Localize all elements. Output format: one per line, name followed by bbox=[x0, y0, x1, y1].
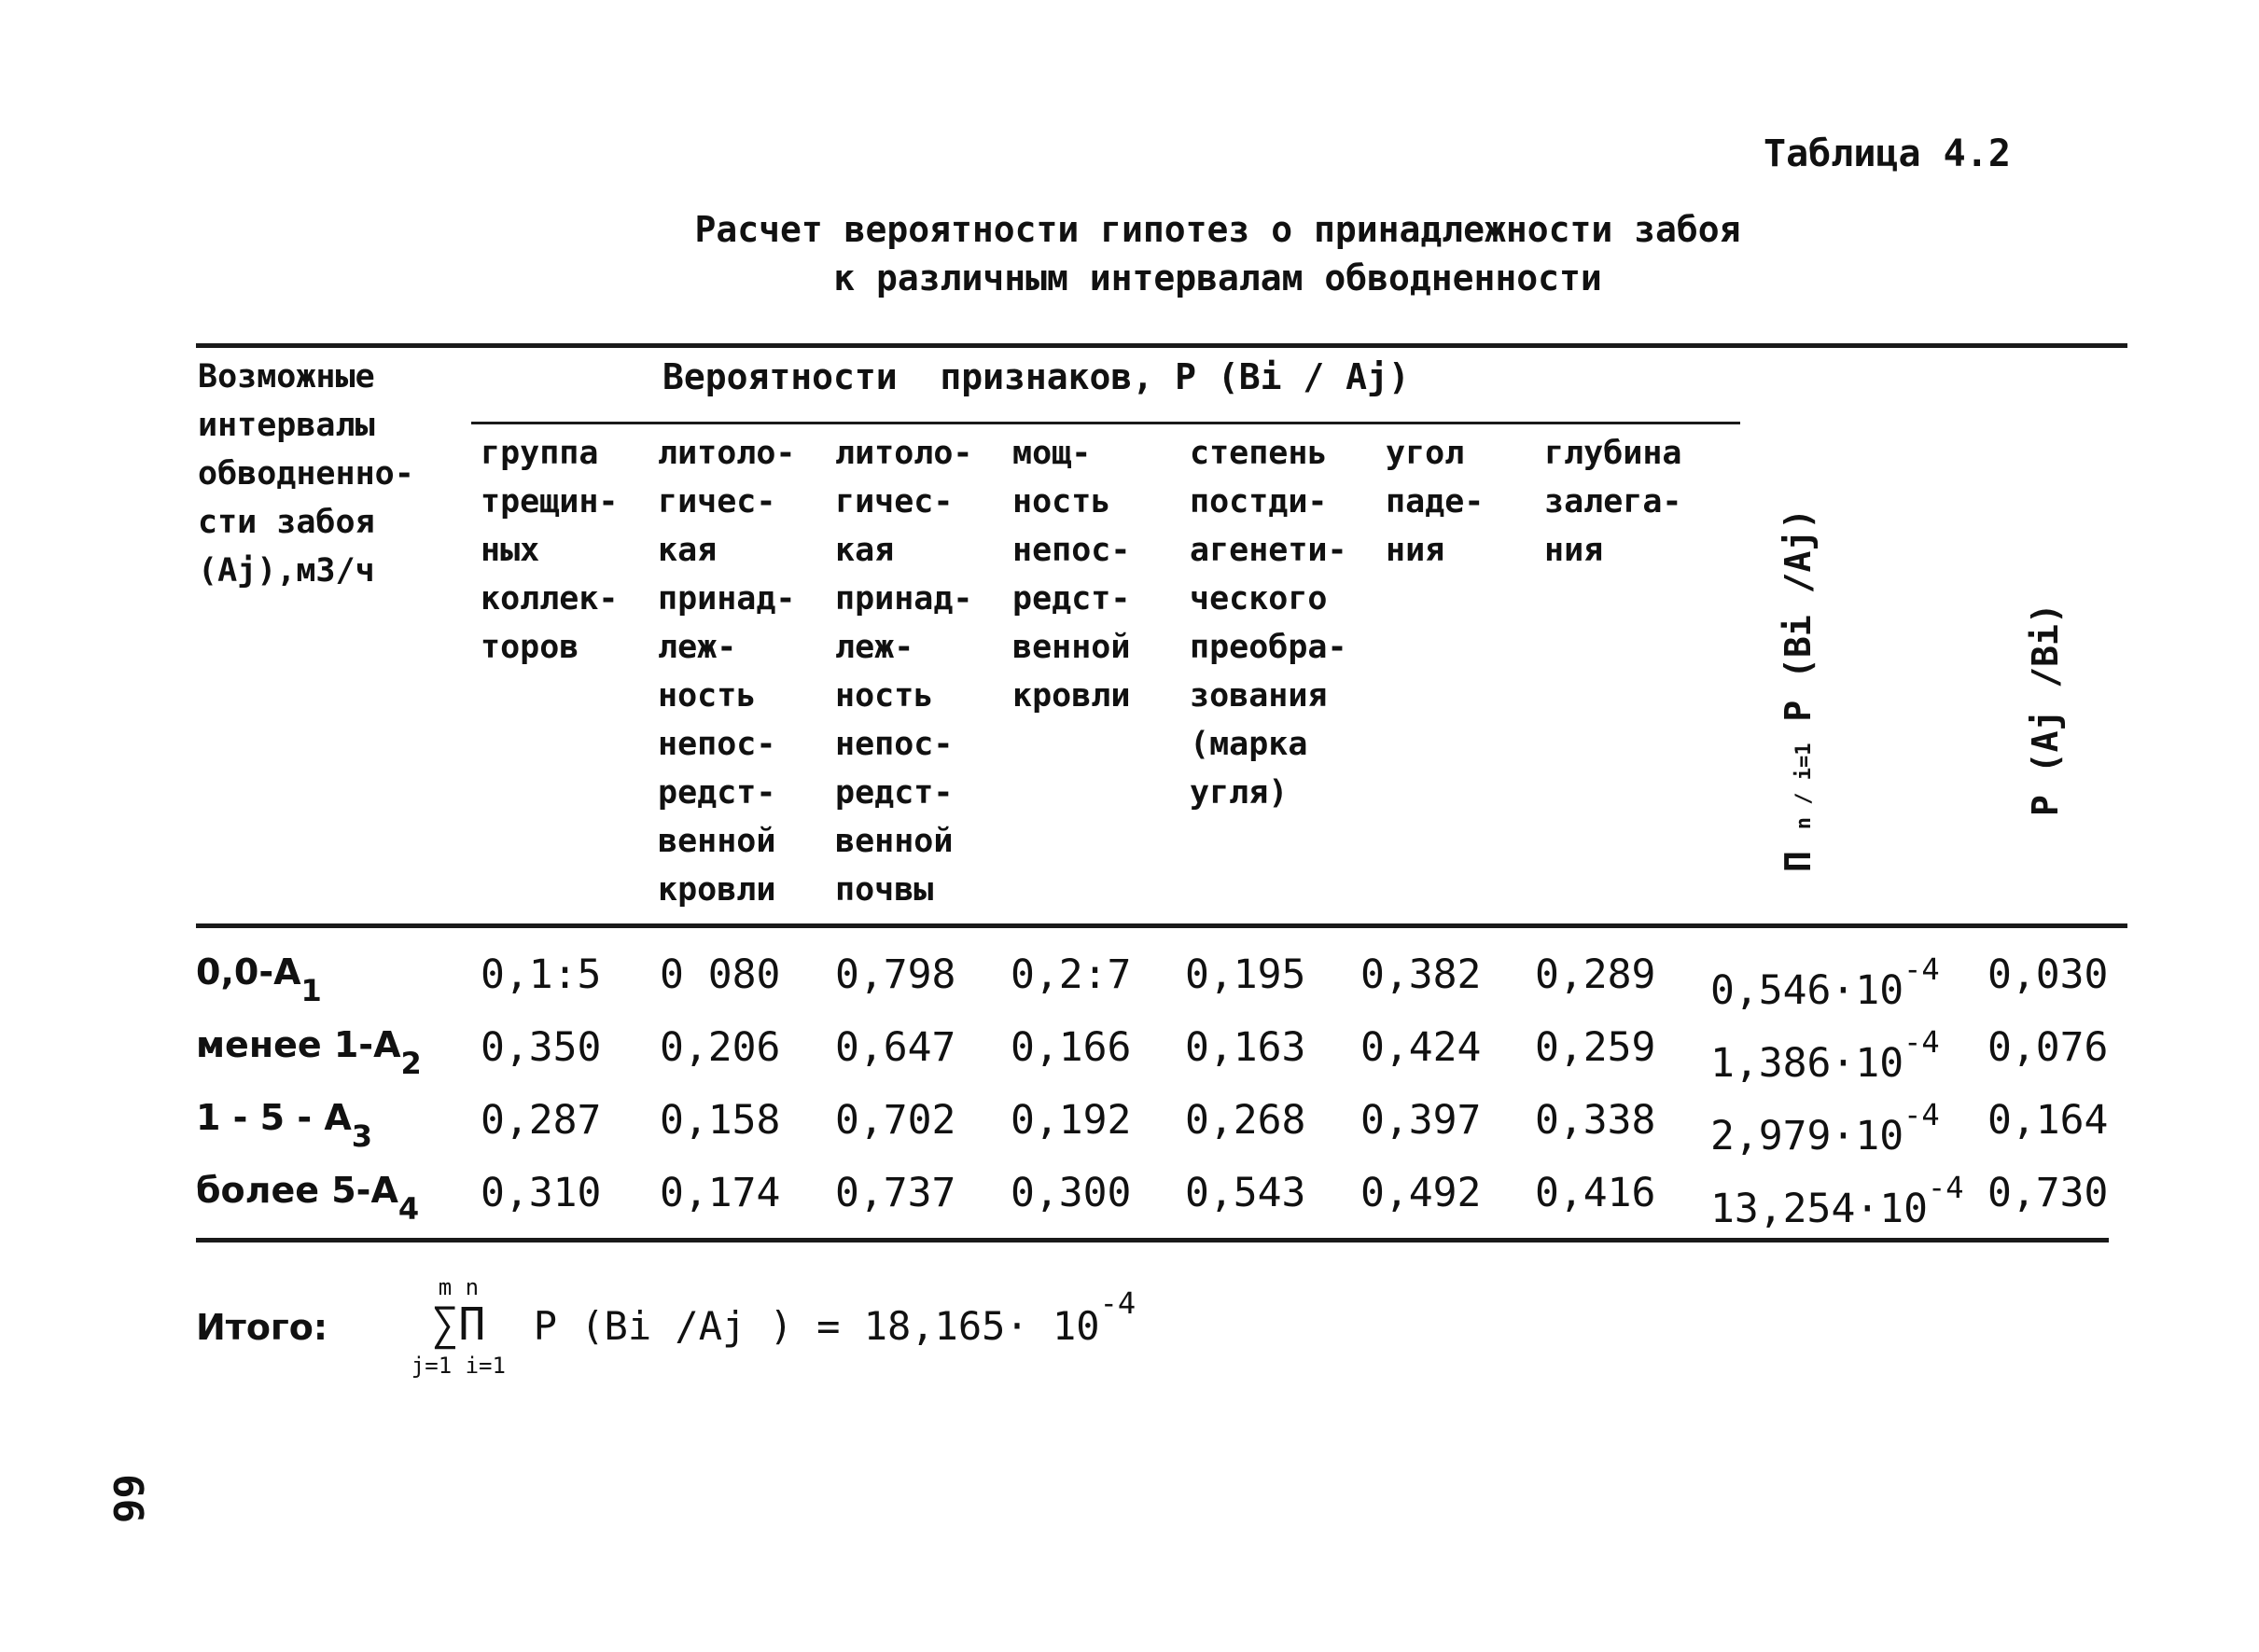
header-intervals: Возможные интервалы обводненно- сти забоя (Aj),м3/ч bbox=[198, 358, 414, 590]
cell-roof-lithology: 0,206 bbox=[660, 1024, 781, 1071]
row-interval-label: $1 - 5 - A_3$ bbox=[196, 1097, 373, 1154]
cell-dip-angle: 0,492 bbox=[1360, 1170, 1482, 1216]
row-interval-label: менее $1-A_2$ bbox=[196, 1024, 422, 1081]
cell-posterior: 0,164 bbox=[1987, 1097, 2109, 1144]
cell-fracture-group: 0,350 bbox=[481, 1024, 602, 1071]
product-symbol: П bbox=[1778, 851, 1819, 872]
cell-posterior: 0,730 bbox=[1987, 1170, 2109, 1216]
cell-dip-angle: 0,424 bbox=[1360, 1024, 1482, 1071]
cell-floor-lithology: 0,798 bbox=[835, 951, 956, 998]
cell-roof-thickness: 0,300 bbox=[1011, 1170, 1132, 1216]
cell-floor-lithology: 0,702 bbox=[835, 1097, 956, 1144]
table-title bbox=[644, 205, 1792, 302]
header-roof-lithology: литоло- гичес- кая принад- леж- ность непос- редст- венной кровли bbox=[658, 435, 796, 909]
product-expression: P (Bi /Aj) bbox=[1778, 507, 1819, 722]
total-expression: P (Bi /Aj ) = 18,165· 10 bbox=[533, 1303, 1100, 1349]
row-interval-label: $0,0-A_1$ bbox=[196, 951, 322, 1008]
cell-coal-rank: 0,163 bbox=[1185, 1024, 1306, 1071]
group-header-rule bbox=[471, 422, 1740, 424]
sum-upper-limits: m n bbox=[438, 1274, 480, 1300]
cell-dip-angle: 0,397 bbox=[1360, 1097, 1482, 1144]
cell-roof-thickness: 0,166 bbox=[1011, 1024, 1132, 1071]
cell-roof-thickness: 0,2:7 bbox=[1011, 951, 1132, 998]
header-group-probabilities: Вероятности признаков, P (Bi / Aj) bbox=[662, 356, 1410, 397]
cell-floor-lithology: 0,647 bbox=[835, 1024, 956, 1071]
header-dip-angle: угол паде- ния bbox=[1386, 435, 1485, 569]
cell-roof-lithology: 0,174 bbox=[660, 1170, 781, 1216]
header-floor-lithology: литоло- гичес- кая принад- леж- ность непос- редст- венной почвы bbox=[835, 435, 973, 909]
header-fracture-group: группа трещин- ных коллек- торов bbox=[481, 435, 619, 666]
header-bottom-rule bbox=[196, 923, 2127, 928]
row-interval-label: более $5-A_4$ bbox=[196, 1170, 420, 1227]
cell-depth: 0,338 bbox=[1535, 1097, 1656, 1144]
cell-roof-thickness: 0,192 bbox=[1011, 1097, 1132, 1144]
cell-depth: 0,259 bbox=[1535, 1024, 1656, 1071]
cell-product: $2,979\cdot 10^{-4}$ bbox=[1710, 1097, 1940, 1159]
table-top-rule bbox=[196, 343, 2127, 348]
page-number: 66 bbox=[104, 1474, 151, 1523]
total-label: Итого: bbox=[196, 1307, 328, 1348]
table-row bbox=[191, 1024, 2123, 1093]
title-line-2: к различным интервалам обводненности bbox=[833, 257, 1602, 298]
cell-coal-rank: 0,268 bbox=[1185, 1097, 1306, 1144]
product-limits: n / i=1 bbox=[1792, 743, 1816, 830]
header-product-likelihood bbox=[1778, 508, 1819, 872]
cell-depth: 0,416 bbox=[1535, 1170, 1656, 1216]
header-roof-thickness: мощ- ность непос- редст- венной кровли bbox=[1012, 435, 1131, 715]
header-posterior: P (Aj /Bi) bbox=[2025, 603, 2066, 816]
cell-posterior: 0,076 bbox=[1987, 1024, 2109, 1071]
sum-lower-limits: j=1 i=1 bbox=[411, 1353, 506, 1379]
total-formula bbox=[196, 1274, 1136, 1379]
cell-fracture-group: 0,1:5 bbox=[481, 951, 602, 998]
header-depth: глубина залега- ния bbox=[1544, 435, 1682, 569]
cell-dip-angle: 0,382 bbox=[1360, 951, 1482, 998]
table-row bbox=[191, 951, 2123, 1020]
cell-fracture-group: 0,287 bbox=[481, 1097, 602, 1144]
cell-product: $13,254\cdot 10^{-4}$ bbox=[1710, 1170, 1964, 1232]
table-number: Таблица 4.2 bbox=[1764, 132, 2011, 175]
cell-floor-lithology: 0,737 bbox=[835, 1170, 956, 1216]
cell-roof-lithology: 0,158 bbox=[660, 1097, 781, 1144]
cell-coal-rank: 0,543 bbox=[1185, 1170, 1306, 1216]
table-row bbox=[191, 1097, 2123, 1166]
header-coal-rank: степень постди- агенети- ческого преобра- зования (марка угля) bbox=[1190, 435, 1347, 812]
cell-coal-rank: 0,195 bbox=[1185, 951, 1306, 998]
table-row bbox=[191, 1170, 2123, 1239]
cell-fracture-group: 0,310 bbox=[481, 1170, 602, 1216]
cell-product: $0,546\cdot 10^{-4}$ bbox=[1710, 951, 1940, 1014]
total-exponent: -4 bbox=[1099, 1285, 1136, 1321]
cell-product: $1,386\cdot 10^{-4}$ bbox=[1710, 1024, 1940, 1087]
cell-depth: 0,289 bbox=[1535, 951, 1656, 998]
sum-symbol: ∑Π m n j=1 i=1 bbox=[407, 1298, 509, 1351]
cell-roof-lithology: 0 080 bbox=[660, 951, 781, 998]
cell-posterior: 0,030 bbox=[1987, 951, 2109, 998]
title-line-1: Расчет вероятности гипотез о принадлежности забоя bbox=[694, 209, 1741, 250]
